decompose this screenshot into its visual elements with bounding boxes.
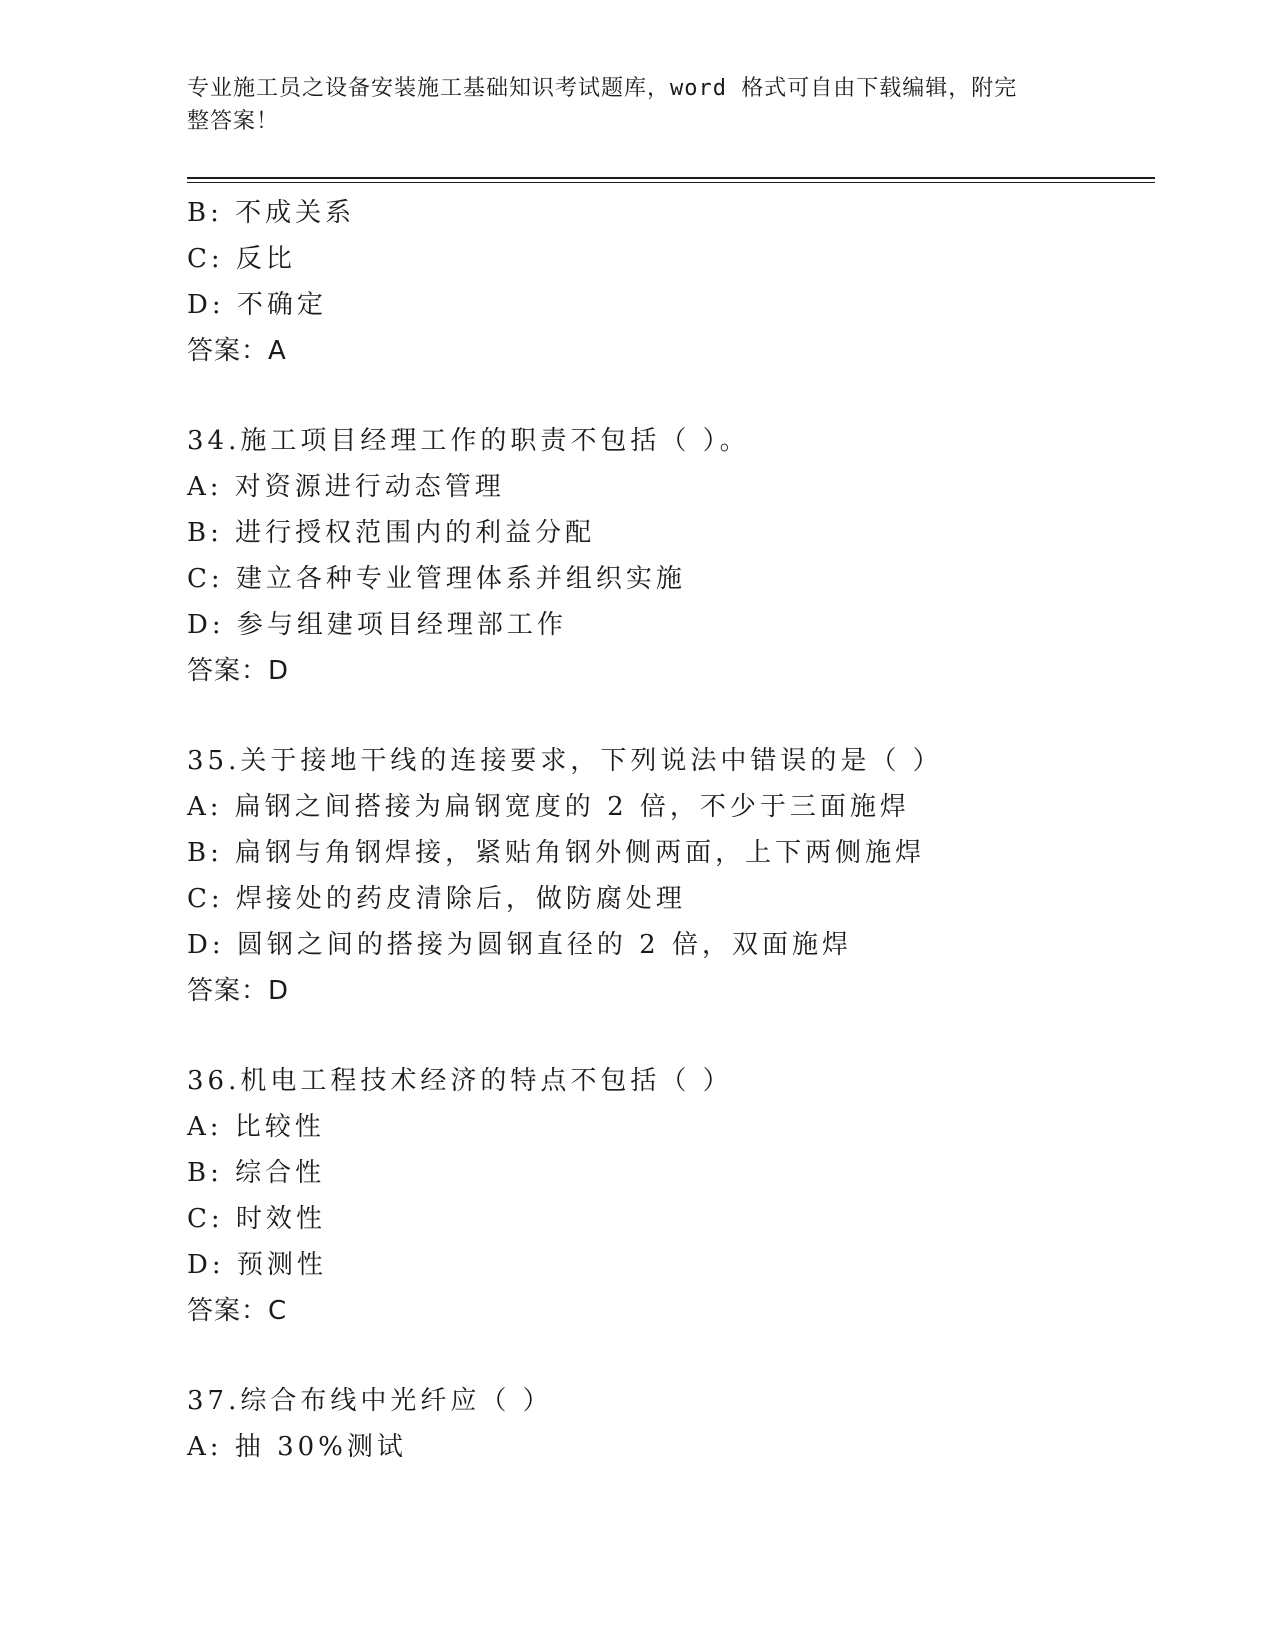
question-block-36: [187, 1058, 1155, 1334]
header-line-1: 专业施工员之设备安装施工基础知识考试题库，word 格式可自由下载编辑，附完: [187, 76, 1018, 101]
option-d: D: 预测性: [187, 1250, 327, 1280]
option-b: B: 不成关系: [187, 198, 356, 228]
answer-line: 答案：D: [187, 976, 290, 1006]
spacer: [187, 1334, 1155, 1378]
option-a: A: 比较性: [187, 1112, 325, 1142]
option-c: C: 反比: [187, 244, 296, 274]
option-a: A: 抽 30%测试: [187, 1432, 407, 1462]
option-c: C: 焊接处的药皮清除后，做防腐处理: [187, 884, 686, 914]
option-d: D: 不确定: [187, 290, 327, 320]
question-stem: 36.机电工程技术经济的特点不包括（ ）: [187, 1066, 733, 1096]
option-d: D: 圆钢之间的搭接为圆钢直径的 2 倍，双面施焊: [187, 930, 852, 960]
answer-line: 答案：C: [187, 1296, 288, 1326]
header-line-2: 整答案！: [187, 109, 280, 134]
option-b: B: 扁钢与角钢焊接，紧贴角钢外侧两面，上下两侧施焊: [187, 838, 926, 868]
spacer: [187, 694, 1155, 738]
option-b: B: 进行授权范围内的利益分配: [187, 518, 596, 548]
answer-line: 答案：A: [187, 336, 287, 366]
question-list: [187, 190, 1155, 1470]
question-stem: 35.关于接地干线的连接要求，下列说法中错误的是（ ）: [187, 746, 943, 776]
option-a: A: 对资源进行动态管理: [187, 472, 505, 502]
question-block-37: [187, 1378, 1155, 1470]
header-rule-thin: [187, 182, 1155, 183]
question-stem: 37.综合布线中光纤应（ ）: [187, 1386, 553, 1416]
question-block-35: [187, 738, 1155, 1014]
question-block-33-partial: [187, 190, 1155, 374]
option-c: C: 建立各种专业管理体系并组织实施: [187, 564, 686, 594]
spacer: [187, 374, 1155, 418]
spacer: [187, 1014, 1155, 1058]
answer-line: 答案：D: [187, 656, 290, 686]
question-block-34: [187, 418, 1155, 694]
option-c: C: 时效性: [187, 1204, 326, 1234]
option-d: D: 参与组建项目经理部工作: [187, 610, 567, 640]
header-rule-thick: [187, 177, 1155, 179]
document-header: [187, 72, 1067, 138]
question-stem: 34.施工项目经理工作的职责不包括（ ）。: [187, 426, 750, 456]
option-a: A: 扁钢之间搭接为扁钢宽度的 2 倍，不少于三面施焊: [187, 792, 910, 822]
option-b: B: 综合性: [187, 1158, 326, 1188]
